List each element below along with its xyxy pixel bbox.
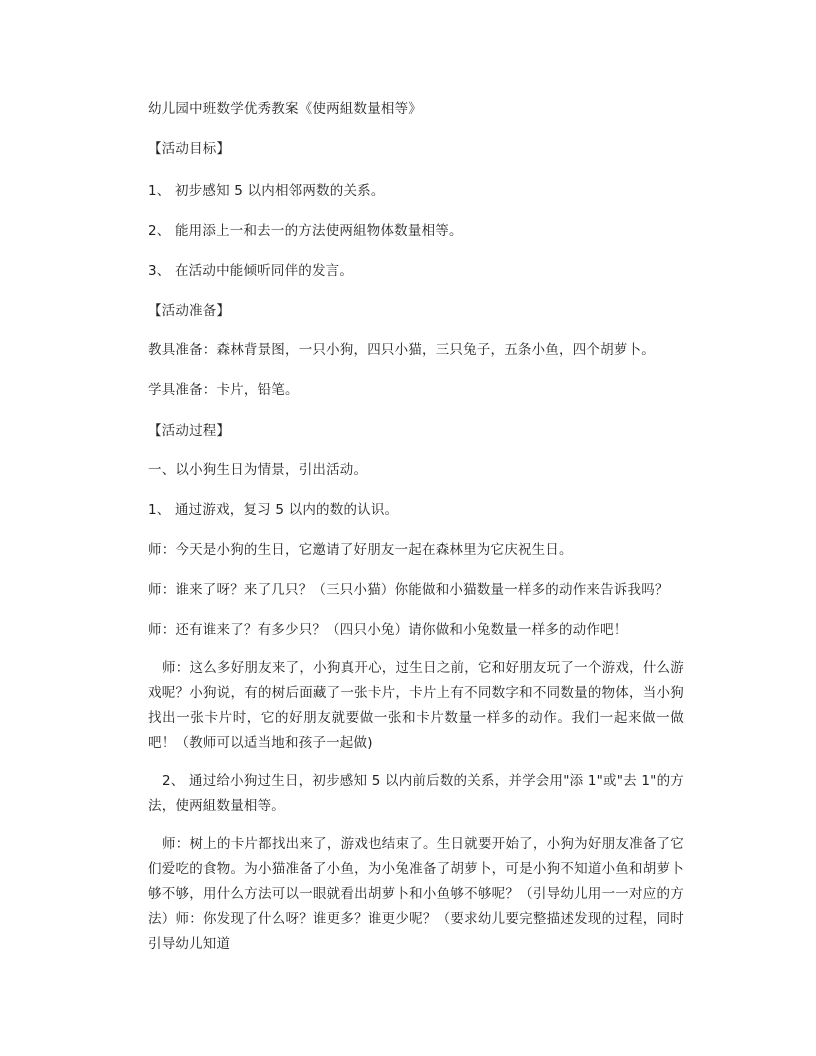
paragraph-step-2-text: 2、 通过给小狗过生日，初步感知 5 以内前后数的关系，并学会用"添 1"或"去 1"的方法，使两組数量相等。 (148, 773, 684, 814)
section-heading-process: 【活动过程】 (148, 423, 231, 439)
section-heading-preparation: 【活动准备】 (148, 303, 231, 319)
goal-item-1: 1、 初步感知 5 以内相邻两数的关系。 (148, 183, 385, 199)
paragraph-food (148, 832, 684, 957)
dialog-line-2: 师：谁来了呀？来了几只？（三只小猫）你能做和小猫数量一样多的动作来告诉我吗？ (148, 582, 669, 598)
goal-item-3: 3、 在活动中能倾听同伴的发言。 (148, 263, 354, 279)
document-title: 幼儿园中班数学优秀教案《使两組数量相等》 (148, 101, 422, 117)
paragraph-game (148, 656, 684, 756)
paragraph-game-text: 师：这么多好朋友来了，小狗真开心，过生日之前，它和好朋友玩了一个游戏，什么游戏呢？小狗说，有的树后面藏了一张卡片，卡片上有不同数字和不同数量的物体，当小狗找出一张卡片时，它的好朋友就要做一张和卡片数量一样多的动作。我们一起来做一做吧！（教师可以适当地和孩子一起做) (148, 660, 684, 751)
paragraph-food-text: 师：树上的卡片都找出来了，游戏也结束了。生日就要开始了，小狗为好朋友准备了它们爱吃的食物。为小猫准备了小鱼，为小兔准备了胡萝卜，可是小狗不知道小鱼和胡萝卜够不够，用什么方法可以一眼就看出胡萝卜和小鱼够不够呢？（引导幼儿用一一对应的方法）师：你发现了什么呀？谁更多？谁更少呢？（要求幼儿要完整描述发现的过程，同时引导幼儿知道 (148, 836, 684, 952)
process-substep-1: 1、 通过游戏，复习 5 以内的数的认识。 (148, 502, 399, 518)
goal-item-2: 2、 能用添上一和去一的方法使两組物体数量相等。 (148, 223, 463, 239)
dialog-line-3: 师：还有谁来了？有多少只？（四只小兔）请你做和小兔数量一样多的动作吧！ (148, 622, 628, 638)
student-materials: 学具准备：卡片，铅笔。 (148, 382, 299, 398)
process-step-1: 一、以小狗生日为情景，引出活动。 (148, 462, 368, 478)
section-heading-goals: 【活动目标】 (148, 141, 231, 157)
paragraph-step-2 (148, 769, 684, 819)
dialog-line-1: 师：今天是小狗的生日，它邀请了好朋友一起在森林里为它庆祝生日。 (148, 542, 573, 558)
teacher-materials: 教具准备：森林背景图，一只小狗，四只小猫，三只兔子，五条小鱼，四个胡萝卜。 (148, 342, 655, 358)
